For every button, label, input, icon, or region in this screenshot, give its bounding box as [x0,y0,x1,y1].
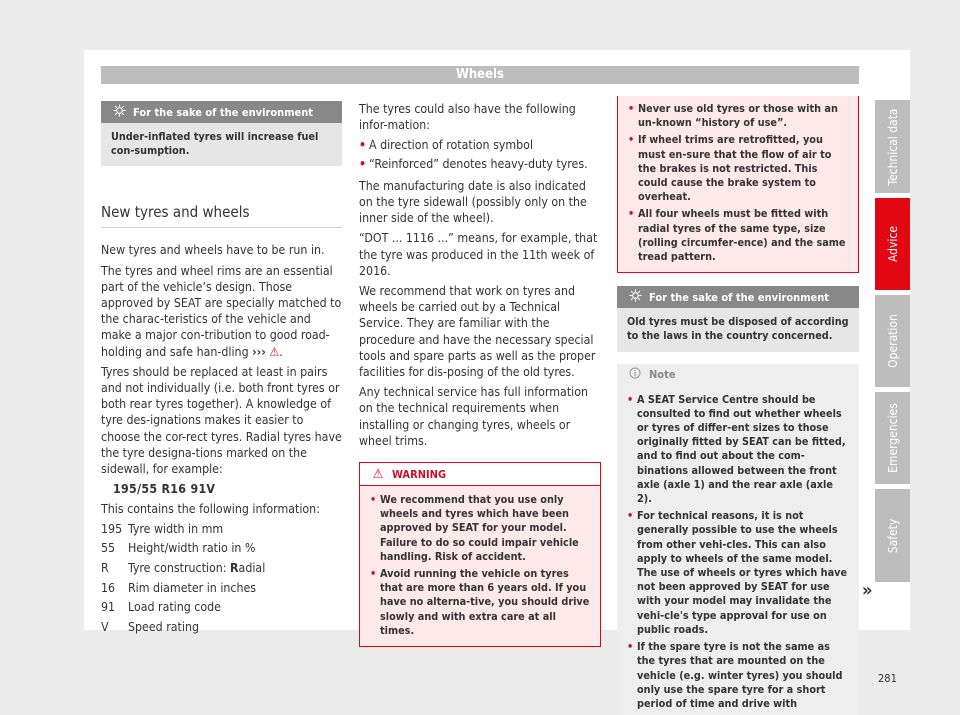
section-title: New tyres and wheels [101,203,342,228]
tab-operation[interactable]: Operation [875,295,910,387]
paragraph: The manufacturing date is also indicated on the tyre sidewall (possibly only on the inner side of the wheel). [359,178,587,226]
warning-item: • All four wheels must be fitted with radial tyres of the same type, size (rolling circumfer-ence) and the same tread pattern. [628,207,848,264]
environment-box-title: For the sake of the environment [133,105,314,119]
paragraph: We recommend that work on tyres and wheels be carried out by a Technical Service. They are familiar with the procedure and have the necessary special tools and spare parts as well as the proper facilities for dis-posing of the old tyres. [359,284,596,380]
paragraph: Tyres should be replaced at least in pairs and not individually (i.e. both front tyres or both rear tyres together). A knowledge of tyre des-ignations makes it easier to choose the cor-rect tyres. Radial tyres have the tyre designa-tions marked on the sidewall, for example: [101,364,342,477]
leaf-icon [627,289,643,305]
environment-box [617,286,859,351]
spec-row: 91 Load rating code [101,600,221,615]
note-title: Note [649,368,676,382]
warning-item: • Never use old tyres or those with an un-known “history of use”. [628,102,848,130]
cross-reference-arrows[interactable]: ››› [252,344,266,359]
page-number: 281 [878,672,897,685]
info-icon [627,367,643,382]
warning-item: • Avoid running the vehicle on tyres that are more than 6 years old. If you have no alterna-tive, you should drive slowly and with extra care at all times. [370,567,590,638]
tyre-designation-example: 195/55 R16 91V [113,482,216,497]
column-3 [617,96,859,715]
column-1 [101,101,342,638]
environment-box-title: For the sake of the environment [649,290,830,304]
paragraph: This contains the following information: [101,502,320,517]
paragraph: The tyres and wheel rims are an essential part of the vehicle’s design. Those approved by SEAT are specially matched to the charac-teristics of the vehicle and make a major con-tribution to good road-holding and safe han-dling ››› ⚠. [101,263,342,359]
spec-row: 195 Tyre width in mm [101,521,224,536]
tab-technical-data[interactable]: Technical data [875,100,910,193]
spec-list [101,520,342,638]
environment-box-text: Old tyres must be disposed of according to the laws in the country concerned. [617,308,859,351]
warning-item: • If wheel trims are retrofitted, you must en-sure that the flow of air to the brakes is not restricted. This could cause the brake system to overheat. [628,133,848,204]
warning-title: WARNING [392,467,447,481]
leaf-icon [111,104,127,120]
note-item: • A SEAT Service Centre should be consulted to find out whether wheels or tyres of differ-ent sizes to those originally fitted by SEAT can be fitted, and to find out about the com-binations allowed between the front axle (axle 1) and the rear axle (axle 2). [627,393,849,507]
spec-row: 16 Rim diameter in inches [101,580,257,595]
column-2 [359,101,601,647]
paragraph: The tyres could also have the following infor-mation: [359,102,576,133]
note-box [617,364,859,715]
paragraph: “DOT ... 1116 ...” means, for example, that the tyre was produced in the 11th week of 2016. [359,231,598,278]
note-item: • For technical reasons, it is not generally possible to use the wheels from other vehi-cles. This can also apply to wheels of the same model. The use of wheels or tyres which have not been approved by SEAT for use with your model may invalidate the vehi-cle's type approval for use on public roads. [627,509,849,637]
note-item: • If the spare tyre is not the same as the tyres that are mounted on the vehicle (e.g. winter tyres) you should only use the spare tyre for a short period of time and drive with [627,640,849,711]
warning-box-continued [617,96,859,273]
warning-box [359,462,601,647]
paragraph: New tyres and wheels have to be run in. [101,243,325,258]
tab-emergencies[interactable]: Emergencies [875,392,910,484]
spec-row: R Tyre construction: Radial [101,561,266,576]
spec-row: 55 Height/width ratio in % [101,541,256,556]
page-header: Wheels [101,66,859,84]
continue-arrow: » [862,580,873,601]
tab-advice[interactable]: Advice [875,198,910,290]
tab-safety[interactable]: Safety [875,489,910,582]
environment-box-text: Under-inflated tyres will increase fuel con-sumption. [101,123,342,166]
bullet-item: • “Reinforced” denotes heavy-duty tyres. [359,156,601,172]
bullet-item: • A direction of rotation symbol [359,137,601,153]
paragraph: Any technical service has full information on the technical requirements when installing or changing tyres, wheels or wheel trims. [359,385,589,448]
environment-box [101,101,342,166]
spec-row: V Speed rating [101,620,199,635]
warning-triangle-icon: ⚠ [372,466,384,482]
warning-triangle-icon: ⚠ [269,344,280,359]
warning-item: • We recommend that you use only wheels and tyres which have been approved by SEAT for your model. Failure to do so could impair vehicle handling. Risk of accident. [370,493,590,564]
